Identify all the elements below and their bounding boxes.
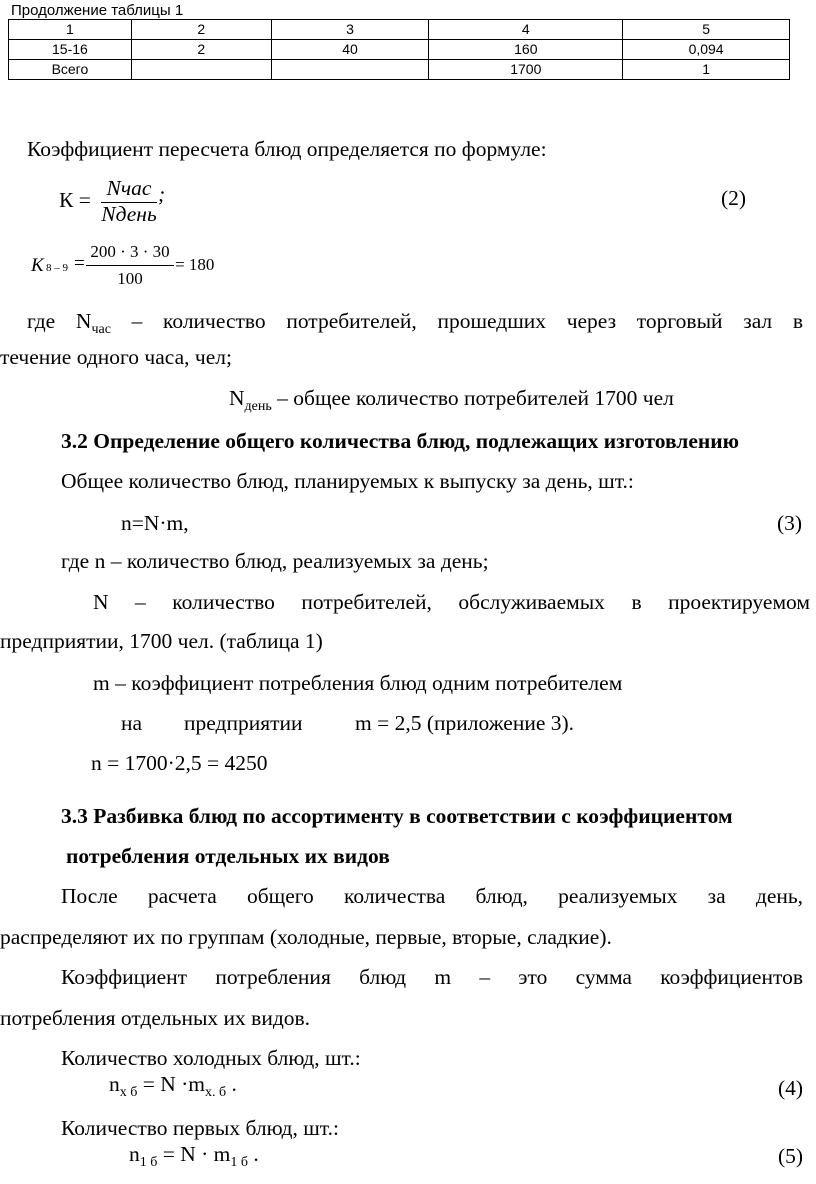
table-cell: 15-16 bbox=[9, 40, 132, 60]
word: Коэффициент bbox=[61, 965, 188, 989]
subscript: 1 б bbox=[139, 1155, 158, 1170]
formula-3-number: (3) bbox=[777, 511, 803, 535]
calc-result: = 180 bbox=[175, 255, 215, 274]
formula-5-number: (5) bbox=[778, 1144, 804, 1168]
word: общего bbox=[246, 884, 314, 908]
formula-2-semicolon: ; bbox=[158, 182, 166, 206]
word: m bbox=[434, 965, 452, 989]
paragraph-1-line2: распределяют их по группам (холодные, первые, вторые, сладкие). bbox=[0, 925, 612, 949]
subscript-chas: час bbox=[91, 322, 111, 337]
formula-3: n=N·m, bbox=[121, 511, 189, 535]
calc-denominator: 100 bbox=[117, 269, 143, 288]
nden-description: – общее количество потребителей 1700 чел bbox=[271, 386, 674, 410]
word: проектируемом bbox=[668, 590, 810, 614]
word: сумма bbox=[575, 965, 632, 989]
calc-lhs-letter: К bbox=[31, 255, 44, 276]
word: потребителей, bbox=[286, 309, 417, 333]
table-row bbox=[9, 40, 790, 60]
where-m-line1: m – коэффициент потребления блюд одним потребителем bbox=[93, 671, 623, 695]
word: блюд bbox=[359, 965, 407, 989]
table-cell: 40 bbox=[271, 40, 429, 60]
calc-fraction bbox=[86, 240, 174, 290]
coef-intro: Коэффициент пересчета блюд определяется по формуле: bbox=[27, 137, 547, 161]
first-dishes-label: Количество первых блюд, шт.: bbox=[61, 1116, 339, 1140]
formula-middle: = N ·m bbox=[137, 1072, 206, 1096]
paragraph-2-line2: потребления отдельных их видов. bbox=[0, 1006, 311, 1030]
word: день, bbox=[755, 884, 804, 908]
word: потребления bbox=[215, 965, 331, 989]
word: торговый bbox=[636, 309, 723, 333]
table-header-cell: 3 bbox=[271, 20, 429, 40]
where-nchas-line1 bbox=[27, 309, 803, 337]
word: за bbox=[707, 884, 726, 908]
paragraph-2-line1 bbox=[61, 965, 803, 990]
table-header-cell: 1 bbox=[9, 20, 132, 40]
fraction-line bbox=[86, 265, 174, 266]
section-3-3-heading-line2: потребления отдельных их видов bbox=[66, 844, 390, 868]
word: где bbox=[27, 309, 56, 333]
word: После bbox=[61, 884, 118, 908]
n-symbol: n bbox=[109, 1072, 120, 1096]
formula-2-lhs: К = bbox=[59, 188, 91, 212]
calc-numerator: 200 · 3 · 30 bbox=[90, 242, 170, 261]
word: расчета bbox=[147, 884, 217, 908]
where-N-line2: предприятии, 1700 чел. (таблица 1) bbox=[0, 629, 323, 653]
where-nden-line bbox=[229, 386, 674, 414]
word: количество bbox=[163, 309, 266, 333]
table-cell: 1 bbox=[623, 60, 790, 80]
n-symbol: N bbox=[229, 386, 245, 410]
word: обслуживаемых bbox=[458, 590, 605, 614]
section-3-2-intro: Общее количество блюд, планируемых к выпуску за день, шт.: bbox=[61, 469, 634, 493]
formula-4 bbox=[109, 1072, 237, 1100]
formula-2-numerator: Nчас bbox=[106, 176, 152, 200]
table-cell: 0,094 bbox=[623, 40, 790, 60]
where-n-line: где n – количество блюд, реализуемых за день; bbox=[61, 549, 489, 573]
formula-2-fraction bbox=[101, 176, 157, 228]
formula-2-number: (2) bbox=[721, 186, 747, 210]
table-header-row bbox=[9, 20, 790, 40]
paragraph-1-line1 bbox=[61, 884, 803, 909]
section-3-3-heading-line1: 3.3 Разбивка блюд по ассортименту в соответствии с коэффициентом bbox=[61, 804, 733, 828]
word: зал bbox=[743, 309, 773, 333]
formula-2-denominator: Nдень bbox=[101, 202, 157, 226]
table-cell bbox=[271, 60, 429, 80]
formula-end: . bbox=[248, 1142, 259, 1166]
where-m-value: m = 2,5 (приложение 3). bbox=[355, 711, 575, 735]
word: – bbox=[479, 965, 491, 989]
subscript: х б bbox=[119, 1085, 138, 1100]
calc-lhs-subscript: 8 – 9 bbox=[46, 262, 68, 274]
formula-end: . bbox=[226, 1072, 237, 1096]
n-chas bbox=[75, 309, 111, 337]
table-header-cell: 5 bbox=[623, 20, 790, 40]
calc-equals: = bbox=[74, 253, 85, 274]
word: N bbox=[93, 590, 109, 614]
word: потребителей, bbox=[301, 590, 432, 614]
n-calculation: n = 1700·2,5 = 4250 bbox=[91, 751, 268, 775]
formula-4-number: (4) bbox=[778, 1076, 804, 1100]
word: это bbox=[518, 965, 548, 989]
word: в bbox=[792, 309, 803, 333]
subscript: 1 б bbox=[230, 1155, 249, 1170]
word: – bbox=[135, 590, 146, 614]
cold-dishes-label: Количество холодных блюд, шт.: bbox=[61, 1046, 361, 1070]
where-m-word-predpriyatii: предприятии bbox=[184, 711, 303, 735]
n-symbol: N bbox=[75, 309, 92, 333]
where-N-line1 bbox=[93, 590, 810, 615]
word: через bbox=[566, 309, 617, 333]
table-row-total bbox=[9, 60, 790, 80]
table-cell: 160 bbox=[429, 40, 623, 60]
table-continuation-label: Продолжение таблицы 1 bbox=[11, 2, 184, 19]
subscript-den: день bbox=[244, 399, 272, 414]
word: блюд, bbox=[475, 884, 528, 908]
formula-5 bbox=[129, 1142, 259, 1170]
table-header-cell: 4 bbox=[429, 20, 623, 40]
word: – bbox=[131, 309, 143, 333]
word: количество bbox=[172, 590, 275, 614]
n-symbol: n bbox=[129, 1142, 140, 1166]
table-cell: Всего bbox=[9, 60, 132, 80]
word: прошедших bbox=[437, 309, 547, 333]
word: количества bbox=[344, 884, 446, 908]
where-nchas-line2: течение одного часа, чел; bbox=[0, 345, 232, 369]
formula-middle: = N · m bbox=[157, 1142, 231, 1166]
table-cell bbox=[131, 60, 271, 80]
section-3-2-heading: 3.2 Определение общего количества блюд, подлежащих изготовлению bbox=[61, 429, 740, 453]
table-cell: 1700 bbox=[429, 60, 623, 80]
word: коэффициентов bbox=[660, 965, 803, 989]
word: реализуемых bbox=[558, 884, 678, 908]
subscript: х. б bbox=[205, 1085, 227, 1100]
table-header-cell: 2 bbox=[131, 20, 271, 40]
table-1-continuation bbox=[8, 19, 790, 80]
where-m-word-na: на bbox=[121, 711, 143, 735]
word: в bbox=[631, 590, 642, 614]
table-cell: 2 bbox=[131, 40, 271, 60]
